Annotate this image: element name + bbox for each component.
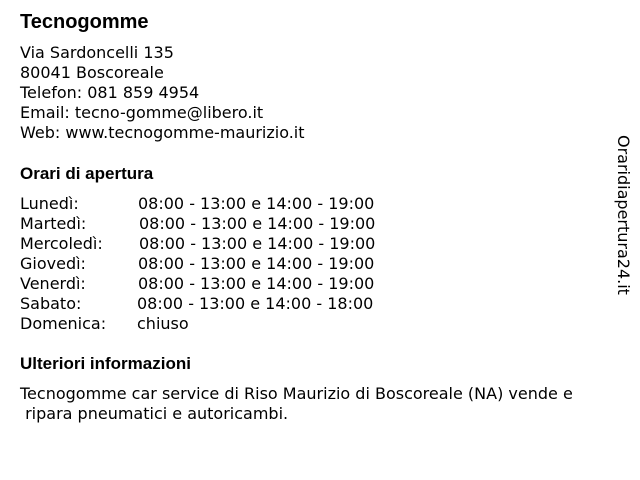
time-value: 08:00 - 13:00 e 14:00 - 18:00 xyxy=(137,294,374,313)
time-value: 08:00 - 13:00 e 14:00 - 19:00 xyxy=(138,194,375,213)
day-label: Mercoledì: xyxy=(20,234,103,253)
website-url: Web: www.tecnogomme-maurizio.it xyxy=(20,123,305,142)
day-label: Lunedì: xyxy=(20,194,79,213)
watermark-text: Oraridiapertura24.it xyxy=(614,135,633,295)
day-label: Domenica: xyxy=(20,314,107,333)
email-address: Email: tecno-gomme@libero.it xyxy=(20,103,264,122)
phone-number: Telefon: 081 859 4954 xyxy=(20,83,200,102)
day-label: Venerdì: xyxy=(20,274,86,293)
time-value: 08:00 - 13:00 e 14:00 - 19:00 xyxy=(139,234,376,253)
address-street: Via Sardoncelli 135 xyxy=(20,43,174,62)
info-heading: Ulteriori informazioni xyxy=(20,354,191,373)
time-value: 08:00 - 13:00 e 14:00 - 19:00 xyxy=(138,254,375,273)
day-label: Sabato: xyxy=(20,294,82,313)
hours-heading: Orari di apertura xyxy=(20,164,154,183)
day-label: Giovedì: xyxy=(20,254,86,273)
address-city: 80041 Boscoreale xyxy=(20,63,164,82)
time-value: 08:00 - 13:00 e 14:00 - 19:00 xyxy=(139,214,376,233)
contact-block xyxy=(20,43,305,143)
day-label: Martedì: xyxy=(20,214,87,233)
business-name: Tecnogomme xyxy=(20,11,149,33)
site-watermark xyxy=(612,135,634,310)
time-value: 08:00 - 13:00 e 14:00 - 19:00 xyxy=(138,274,375,293)
info-description: Tecnogomme car service di Riso Maurizio di Boscoreale (NA) vende e ripara pneumatici e autoricambi. xyxy=(20,384,573,423)
time-value: chiuso xyxy=(137,314,189,333)
